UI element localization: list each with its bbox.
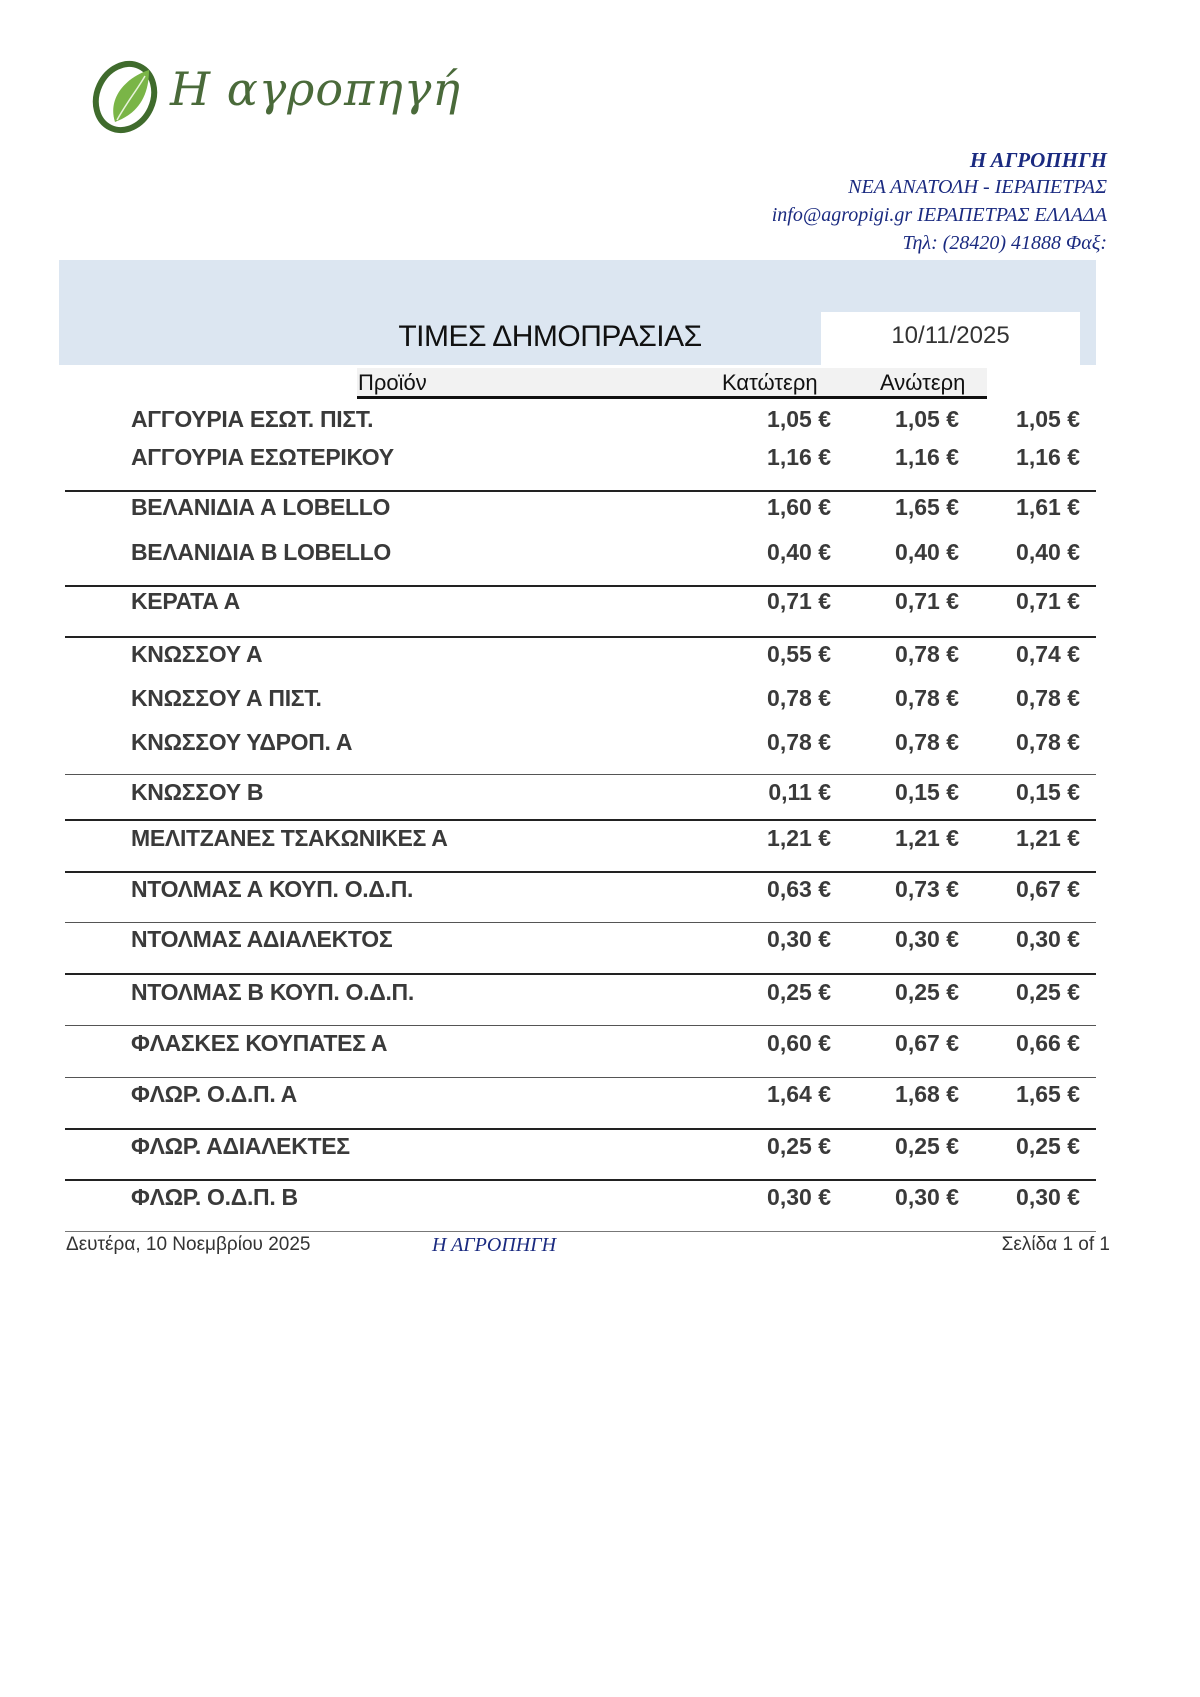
- table-row: [0, 444, 1200, 474]
- price-high: 0,71 €: [895, 588, 959, 614]
- product-name: ΝΤΟΛΜΑΣ Α ΚΟΥΠ. Ο.Δ.Π.: [131, 876, 414, 902]
- column-header-low: Κατώτερη: [722, 370, 818, 395]
- price-average: 0,25 €: [1016, 1133, 1080, 1159]
- price-average: 0,67 €: [1016, 876, 1080, 902]
- table-row: [0, 1184, 1200, 1214]
- price-low: 0,30 €: [767, 1184, 831, 1210]
- price-low: 0,60 €: [767, 1030, 831, 1056]
- price-high: 0,78 €: [895, 641, 959, 667]
- price-high: 0,73 €: [895, 876, 959, 902]
- price-high: 1,65 €: [895, 494, 959, 520]
- table-row: [0, 539, 1200, 569]
- product-name: ΑΓΓΟΥΡΙΑ ΕΣΩΤ. ΠΙΣΤ.: [131, 406, 374, 432]
- table-row: [0, 588, 1200, 618]
- price-average: 0,40 €: [1016, 539, 1080, 565]
- company-phone: Τηλ: (28420) 41888 Φαξ:: [902, 232, 1107, 254]
- row-divider: [65, 973, 1096, 975]
- table-row: [0, 1081, 1200, 1111]
- price-average: 1,05 €: [1016, 406, 1080, 432]
- price-high: 0,40 €: [895, 539, 959, 565]
- price-average: 0,66 €: [1016, 1030, 1080, 1056]
- price-low: 0,11 €: [768, 779, 831, 805]
- price-low: 0,78 €: [767, 685, 831, 711]
- price-high: 0,30 €: [895, 926, 959, 952]
- row-divider: [65, 490, 1096, 492]
- row-divider: [65, 1077, 1096, 1078]
- price-average: 1,16 €: [1016, 444, 1080, 470]
- price-low: 0,40 €: [767, 539, 831, 565]
- price-low: 1,21 €: [767, 825, 831, 851]
- price-average: 0,78 €: [1016, 729, 1080, 755]
- table-row: [0, 685, 1200, 715]
- price-average: 0,25 €: [1016, 979, 1080, 1005]
- row-divider: [65, 922, 1096, 923]
- price-low: 0,55 €: [767, 641, 831, 667]
- price-high: 0,25 €: [895, 979, 959, 1005]
- row-divider: [65, 871, 1096, 873]
- product-name: ΒΕΛΑΝΙΔΙΑ Α LOBELLO: [131, 494, 391, 520]
- product-name: ΚΝΩΣΣΟΥ Β: [131, 779, 264, 805]
- table-row: [0, 1030, 1200, 1060]
- price-low: 1,16 €: [767, 444, 831, 470]
- row-divider: [65, 774, 1096, 775]
- row-divider: [65, 1128, 1096, 1130]
- product-name: ΦΛΩΡ. Ο.Δ.Π. Α: [131, 1081, 297, 1107]
- column-header-high: Ανώτερη: [880, 370, 966, 395]
- price-high: 0,15 €: [895, 779, 959, 805]
- product-name: ΚΝΩΣΣΟΥ Α: [131, 641, 263, 667]
- product-name: ΦΛΑΣΚΕΣ ΚΟΥΠΑΤΕΣ Α: [131, 1030, 388, 1056]
- price-high: 0,78 €: [895, 685, 959, 711]
- table-row: [0, 876, 1200, 906]
- price-high: 0,25 €: [895, 1133, 959, 1159]
- footer-divider: [65, 1231, 1096, 1232]
- table-row: [0, 779, 1200, 809]
- price-average: 0,15 €: [1016, 779, 1080, 805]
- price-low: 0,25 €: [767, 979, 831, 1005]
- logo-text: Η αγροπηγή: [170, 62, 461, 116]
- row-divider: [65, 585, 1096, 587]
- price-average: 0,78 €: [1016, 685, 1080, 711]
- table-row: [0, 494, 1200, 524]
- product-name: ΒΕΛΑΝΙΔΙΑ Β LOBELLO: [131, 539, 392, 565]
- leaf-circle-icon: [87, 52, 167, 142]
- price-high: 1,21 €: [895, 825, 959, 851]
- table-row: [0, 926, 1200, 956]
- company-address: ΝΕΑ ΑΝΑΤΟΛΗ - ΙΕΡΑΠΕΤΡΑΣ: [848, 176, 1107, 198]
- column-header-product: Προϊόν: [358, 370, 427, 395]
- price-average: 0,74 €: [1016, 641, 1080, 667]
- report-title: ΤΙΜΕΣ ΔΗΜΟΠΡΑΣΙΑΣ: [398, 320, 702, 353]
- footer-date: Δευτέρα, 10 Νοεμβρίου 2025: [66, 1234, 311, 1255]
- table-row: [0, 729, 1200, 759]
- product-name: ΦΛΩΡ. Ο.Δ.Π. Β: [131, 1184, 298, 1210]
- price-high: 0,67 €: [895, 1030, 959, 1056]
- price-high: 1,05 €: [895, 406, 959, 432]
- row-divider: [65, 636, 1096, 638]
- price-low: 0,30 €: [767, 926, 831, 952]
- footer-company: Η ΑΓΡΟΠΗΓΗ: [432, 1234, 557, 1256]
- row-divider: [65, 819, 1096, 821]
- price-average: 0,30 €: [1016, 1184, 1080, 1210]
- row-divider: [65, 1025, 1096, 1026]
- price-high: 0,30 €: [895, 1184, 959, 1210]
- price-low: 0,71 €: [767, 588, 831, 614]
- price-high: 1,68 €: [895, 1081, 959, 1107]
- price-low: 0,78 €: [767, 729, 831, 755]
- price-low: 0,63 €: [767, 876, 831, 902]
- table-row: [0, 1133, 1200, 1163]
- product-name: ΚΕΡΑΤΑ Α: [131, 588, 240, 614]
- row-divider: [65, 1179, 1096, 1181]
- price-low: 1,05 €: [767, 406, 831, 432]
- price-low: 1,64 €: [767, 1081, 831, 1107]
- price-average: 1,21 €: [1016, 825, 1080, 851]
- product-name: ΦΛΩΡ. ΑΔΙΑΛΕΚΤΕΣ: [131, 1133, 350, 1159]
- product-name: ΚΝΩΣΣΟΥ ΥΔΡΟΠ. Α: [131, 729, 353, 755]
- price-average: 0,30 €: [1016, 926, 1080, 952]
- report-date: 10/11/2025: [891, 322, 1010, 349]
- product-name: ΑΓΓΟΥΡΙΑ ΕΣΩΤΕΡΙΚΟΥ: [131, 444, 394, 470]
- company-name: Η ΑΓΡΟΠΗΓΗ: [969, 148, 1107, 172]
- price-average: 0,71 €: [1016, 588, 1080, 614]
- price-average: 1,61 €: [1016, 494, 1080, 520]
- company-contact: info@agropigi.gr ΙΕΡΑΠΕΤΡΑΣ ΕΛΛΑΔΑ: [771, 204, 1107, 226]
- header-underline: [357, 396, 987, 399]
- table-row: [0, 825, 1200, 855]
- table-row: [0, 979, 1200, 1009]
- price-low: 1,60 €: [767, 494, 831, 520]
- price-high: 1,16 €: [895, 444, 959, 470]
- table-row: [0, 641, 1200, 671]
- product-name: ΝΤΟΛΜΑΣ ΑΔΙΑΛΕΚΤΟΣ: [131, 926, 393, 952]
- footer-page-number: Σελίδα 1 of 1: [1001, 1234, 1110, 1255]
- product-name: ΜΕΛΙΤΖΑΝΕΣ ΤΣΑΚΩΝΙΚΕΣ Α: [131, 825, 448, 851]
- product-name: ΝΤΟΛΜΑΣ Β ΚΟΥΠ. Ο.Δ.Π.: [131, 979, 414, 1005]
- price-high: 0,78 €: [895, 729, 959, 755]
- price-average: 1,65 €: [1016, 1081, 1080, 1107]
- price-low: 0,25 €: [767, 1133, 831, 1159]
- product-name: ΚΝΩΣΣΟΥ Α ΠΙΣΤ.: [131, 685, 322, 711]
- table-row: [0, 406, 1200, 436]
